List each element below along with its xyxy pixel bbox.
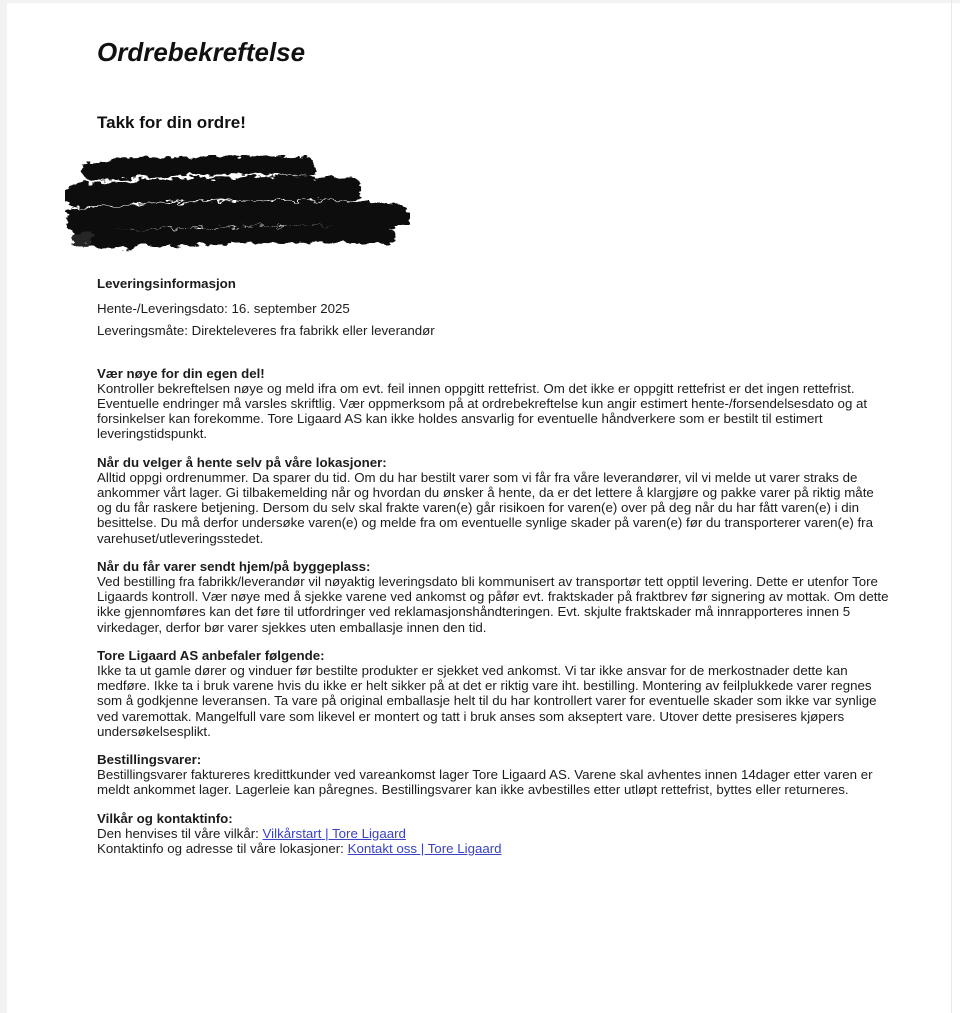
- section-body: Kontroller bekreftelsen nøye og meld ifra om evt. feil innen oppgitt rettefrist. Om det ikke er oppgitt rettefrist er det ingen rettefrist. Eventuelle endringer må varsles skriftlig. Vær oppmerksom på at ordrebekreftelse kun angir estimert hente-/forsendelsesdato og at forsinkelser kan forekomme. Tore Ligaard AS kan ikke holdes ansvarlig for eventuelle håndverkere som er bestilt til estimert leveringstidspunkt.: [97, 380, 868, 442]
- delivery-method-line: Leveringsmåte: Direkteleveres fra fabrikk eller leverandør: [97, 323, 435, 339]
- document-content: [77, 0, 890, 857]
- redacted-customer-info: [65, 155, 410, 255]
- section-heading: Vilkår og kontaktinfo:: [97, 810, 233, 826]
- delivery-date-line: Hente-/Leveringsdato: 16. september 2025: [97, 301, 350, 317]
- page-title: Ordrebekreftelse: [97, 37, 306, 67]
- section-body: Ikke ta ut gamle dører og vinduer før bestilte produkter er sjekket ved ankomst. Vi tar ikke ansvar for de merkostnader dette kan medføre. Ikke ta i bruk varene hvis du ikke er helt sikker på at det er riktig vare iht. bestilling. Montering av feilplukkede varer regnes som å godkjenne leveransen. Ta vare på original emballasje helt til du har kontrollert varer for eventuelle skader som ikke var synlige ved varemottak. Mangelfull vare som likevel er montert og tatt i bruk anses som akseptert vare. Utover dette presiseres kjøpers undersøkelsesplikt.: [97, 663, 877, 739]
- terms-link[interactable]: Vilkårstart | Tore Ligaard: [262, 825, 406, 841]
- section-heading: Tore Ligaard AS anbefaler følgende:: [97, 647, 325, 663]
- greeting-heading: Takk for din ordre!: [97, 113, 246, 132]
- redacted-text-fragment: Le: [77, 184, 93, 199]
- section-self-pickup: [97, 455, 890, 546]
- terms-line2-text: Kontaktinfo og adresse til våre lokasjoner:: [97, 841, 348, 857]
- section-heading: Vær nøye for din egen del!: [97, 365, 265, 381]
- contact-link[interactable]: Kontakt oss | Tore Ligaard: [347, 841, 502, 857]
- redacted-text-fragment: Kun: [95, 231, 121, 246]
- section-body: Ved bestilling fra fabrikk/leverandør vil nøyaktig leveringsdato bli kommunisert av transportør tett opptil levering. Dette er utenfor Tore Ligaards kontroll. Vær nøye med å sjekke varene ved ankomst og påfør evt. fraktskader på fraktbrev før signering av mottak. Om dette ikke gjennomføres kan det føre til utfordringer ved reklamasjonshåndteringen. Evt. skjulte fraktskader må innrapporteres innen 5 virkedager, derfor bør varer sjekkes uten emballasje innen den tid.: [97, 574, 889, 635]
- page-edge-left: [0, 0, 7, 1013]
- section-heading: Når du velger å hente selv på våre lokasjoner:: [97, 454, 387, 470]
- section-recommendations: [97, 648, 890, 739]
- section-body: Alltid oppgi ordrenummer. Da sparer du tid. Om du har bestilt varer som vi får fra våre leverandører, vil vi melde ut varer straks de ankommer vårt lager. Gi tilbakemelding når og hvordan du ønsker å hente, da er det lettere å klargjøre og pakke varer på riktig måte og du får raskere betjening. Dersom du selv skal frakte varen(e) går risikoen for varen(e) over på deg når du har fått varen(e) i din besittelse. Du må derfor undersøke varen(e) og melde fra om eventuelle synlige skader på varen(e) før du transporterer varen(e) fra varehuset/utleveringsstedet.: [97, 469, 874, 546]
- page-edge-right: [951, 0, 952, 1013]
- section-terms-contact: [97, 811, 890, 857]
- section-order-goods: [97, 752, 890, 798]
- delivery-info-heading: Leveringsinformasjon: [97, 276, 236, 291]
- section-heading: Bestillingsvarer:: [97, 752, 202, 768]
- terms-line1-text: Den henvises til våre vilkår:: [97, 825, 263, 841]
- section-body: Bestillingsvarer faktureres kredittkunder ved vareankomst lager Tore Ligaard AS. Varene skal avhentes innen 14dager etter varen er meldt ankommet lager. Lagerleie kan påregnes. Bestillingsvarer kan ikke avbestilles etter utløpt rettefrist, byttes eller returneres.: [97, 767, 873, 798]
- section-home-delivery: [97, 559, 890, 635]
- redaction-scribble-icon: [65, 155, 410, 255]
- section-own-responsibility: [97, 366, 890, 442]
- section-heading: Når du får varer sendt hjem/på byggeplass:: [97, 558, 371, 574]
